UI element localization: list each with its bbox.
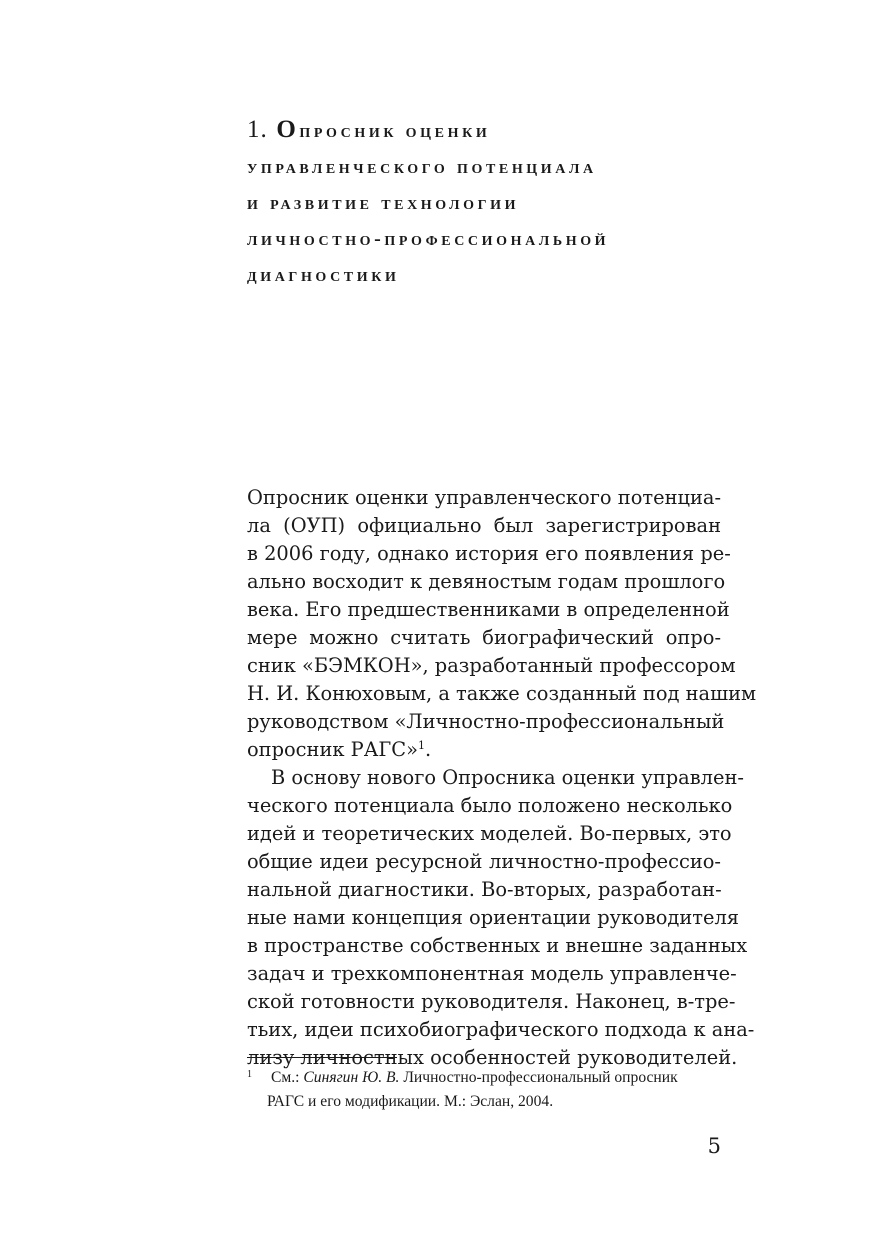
p2-line-6: ные нами концепция ориентации руководителя [247,906,740,929]
footnote-divider [247,1057,397,1058]
footnote [247,1066,721,1114]
footnote-prefix: См.: [271,1069,304,1086]
p1-end-punct: . [424,738,432,761]
p2-line-5: нальной диагностики. Во-вторых, разработан- [247,878,722,901]
p1-line-8: Н. И. Конюховым, а также созданный под нашим [247,682,757,705]
p2-line-3: идей и теоретических моделей. Во-первых, это [247,822,732,845]
p2-line-2: ческого потенциала было положено несколько [247,794,733,817]
p1-line-5: века. Его предшественниками в определенной [247,598,730,621]
heading-line-3: и развитие технологии [247,192,520,214]
p1-line-7: сник «БЭМКОН», разработанный профессором [247,654,736,677]
p1-line-10-text: опросник РАГС» [247,738,418,761]
p2-line-1: В основу нового Опросника оценки управлен- [271,766,744,789]
heading-line-5: диагностики [247,264,400,286]
p2-line-11: лизу личностных особенностей руководителей. [247,1046,738,1069]
p2-line-4: общие идеи ресурсной личностно-профессио- [247,850,721,873]
p2-line-7: в пространстве собственных и внешне заданных [247,934,748,957]
heading-line-4: личностно-профессиональной [247,228,610,250]
heading-text-1: Опросник оценки [276,116,491,143]
p1-line-1: Опросник оценки управленческого потенциа- [247,486,721,509]
footnote-line-2: РАГС и его модификации. М.: Эслан, 2004. [267,1093,554,1110]
footnote-title: Личностно-профессиональный опросник [399,1069,678,1086]
chapter-number: 1. [247,116,268,143]
chapter-heading [247,112,767,293]
p1-line-6: мере можно считать биографический опро- [247,626,721,649]
footnote-line-1: 1 См.: Синягин Ю. В. Личностно-профессиональный опросник [247,1069,678,1086]
p1-line-9: руководством «Личностно-профессиональный [247,710,725,733]
footnote-author: Синягин Ю. В. [303,1069,400,1086]
footnote-reference[interactable]: 1 [417,739,425,752]
page-number: 5 [707,1134,721,1158]
p1-line-3: в 2006 году, однако история его появления ре- [247,542,731,565]
heading-line-1 [247,112,767,149]
p2-line-8: задач и трехкомпонентная модель управленче- [247,962,737,985]
body-text [247,484,757,1072]
p1-line-10 [247,736,721,764]
p2-line-9: ской готовности руководителя. Наконец, в-тре- [247,990,736,1013]
p1-line-2: ла (ОУП) официально был зарегистрирован [247,514,721,537]
heading-line-2: управленческого потенциала [247,156,597,178]
p1-line-4: ально восходит к девяностым годам прошлого [247,570,726,593]
p2-line-10: тьих, идеи психобиографического подхода к ана- [247,1018,755,1041]
